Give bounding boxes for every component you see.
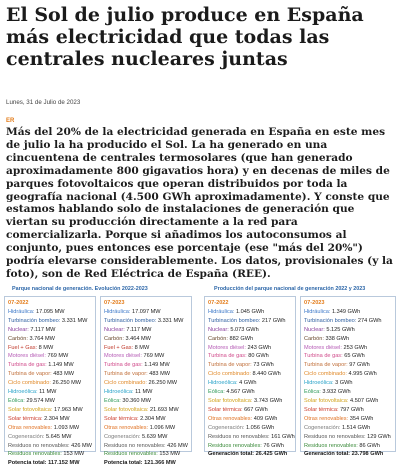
stat-label: Residuos no renovables: — [8, 442, 72, 449]
stat-value: 7.117 MW — [30, 326, 56, 333]
stat-value: 409 GWh — [253, 415, 278, 422]
stat-value: 4 GWh — [239, 380, 257, 387]
stat-label: Potencia total: — [104, 460, 145, 467]
stat-value: 1.149 MW — [48, 362, 74, 369]
stat-value: 483 MW — [53, 371, 75, 378]
stat-value: 21.693 MW — [150, 406, 179, 413]
stat-label: Motores diésel: — [304, 344, 344, 351]
stat-row — [208, 397, 292, 406]
stat-value: 8.440 GWh — [252, 371, 281, 378]
stat-row — [8, 335, 92, 344]
stat-row — [208, 379, 292, 388]
stat-value: 4.995 GWh — [348, 371, 377, 378]
stat-label: Turbinación bombeo: — [208, 317, 262, 324]
stat-label: Fuel + Gas: — [8, 344, 39, 351]
stat-label: Solar térmica: — [8, 415, 45, 422]
stat-value: 3 GWh — [335, 380, 353, 387]
stat-value: 769 MW — [47, 353, 69, 360]
stat-row — [104, 335, 188, 344]
stat-label: Solar fotovoltaica: — [304, 397, 351, 404]
stat-value: 17.097 MW — [131, 308, 161, 315]
stat-value: 5.639 MW — [141, 433, 168, 440]
stat-row — [104, 344, 188, 353]
article-date: Lunes, 31 de Julio de 2023 — [6, 99, 81, 106]
stat-value: 1.514 GWh — [341, 424, 371, 431]
stat-label: Hidráulica: — [208, 308, 236, 315]
stat-value: 338 GWh — [325, 335, 350, 342]
stat-value: 73 GWh — [253, 362, 274, 369]
period-label: 07-2023 — [104, 300, 125, 306]
period-label: 07-2023 — [304, 300, 325, 306]
stat-label: Eólica: — [8, 397, 27, 404]
stat-row — [304, 397, 392, 406]
stat-row — [304, 433, 392, 442]
stat-value: 1.349 GWh — [331, 308, 361, 315]
stat-row — [104, 424, 188, 433]
stat-label: Carbón: — [208, 335, 230, 342]
stat-row — [8, 352, 92, 361]
stat-label: Turbina de vapor: — [304, 362, 350, 369]
stat-row — [208, 335, 292, 344]
stat-row — [208, 326, 292, 335]
stat-label: Residuos renovables: — [104, 451, 160, 458]
stat-label: Ciclo combinado: — [104, 380, 149, 387]
stat-value: 161 GWh — [271, 433, 295, 440]
stat-label: Otras renovables: — [8, 424, 54, 431]
stat-row — [208, 442, 292, 451]
stat-label: Carbón: — [304, 335, 326, 342]
stat-label: Otras renovables: — [104, 424, 150, 431]
stat-value: 7.117 MW — [126, 326, 152, 333]
stat-label: Hidráulica: — [8, 308, 36, 315]
stat-label: Motores diésel: — [104, 353, 144, 360]
stat-row — [304, 450, 392, 459]
stat-row — [208, 370, 292, 379]
stat-value: 8 MW — [134, 344, 150, 351]
stat-row — [8, 308, 92, 317]
stat-value: 1.093 MW — [53, 424, 80, 431]
period-label: 07-2022 — [8, 300, 29, 306]
stat-value: 4.507 GWh — [350, 397, 379, 404]
stat-row — [208, 415, 292, 424]
stat-row — [104, 361, 188, 370]
stat-row — [8, 424, 92, 433]
capacity-2022-box — [4, 296, 96, 467]
stat-value: 129 GWh — [367, 433, 391, 440]
stat-value: 4.567 GWh — [226, 389, 255, 396]
stat-label: Turbina de vapor: — [8, 371, 54, 378]
stat-row — [8, 317, 92, 326]
stat-value: 121.366 MW — [144, 460, 176, 467]
stat-label: Solar fotovoltaica: — [8, 406, 55, 413]
stat-row — [8, 388, 92, 397]
stat-label: Potencia total: — [8, 460, 49, 467]
stat-label: Residuos renovables: — [8, 451, 64, 458]
stat-row — [8, 379, 92, 388]
stat-row — [8, 361, 92, 370]
stat-row — [104, 370, 188, 379]
stat-value: 11 MW — [39, 389, 57, 396]
stat-label: Eólica: — [104, 397, 123, 404]
stat-label: Otras renovables: — [304, 415, 350, 422]
stat-row — [208, 424, 292, 433]
stat-value: 23.798 GWh — [351, 451, 384, 458]
stat-row — [8, 433, 92, 442]
stat-label: Hidroeólica: — [304, 380, 336, 387]
stat-label: Turbina de gas: — [8, 362, 49, 369]
stat-value: 3.331 MW — [157, 317, 184, 324]
article-title: El Sol de julio produce en España más electricidad que todas las centrales nucleares juntas — [6, 4, 364, 70]
stat-row — [304, 388, 392, 397]
stat-row — [104, 459, 188, 468]
stat-row — [208, 344, 292, 353]
stat-value: 426 MW — [71, 442, 92, 449]
stat-value: 483 MW — [149, 371, 171, 378]
stat-row — [208, 388, 292, 397]
stat-label: Ciclo combinado: — [8, 380, 53, 387]
stat-value: 1.096 MW — [149, 424, 176, 431]
stat-value: 3.331 MW — [61, 317, 88, 324]
stat-label: Turbina de vapor: — [208, 362, 254, 369]
stat-value: 17.095 MW — [35, 308, 65, 315]
capacity-2023-box — [100, 296, 192, 467]
stat-row — [8, 415, 92, 424]
stat-row — [104, 397, 188, 406]
stat-row — [104, 352, 188, 361]
stat-value: 769 MW — [143, 353, 165, 360]
stat-row — [304, 406, 392, 415]
stat-label: Residuos no renovables: — [104, 442, 168, 449]
stat-value: 1.149 MW — [144, 362, 170, 369]
stat-label: Turbinación bombeo: — [8, 317, 62, 324]
stat-row — [304, 424, 392, 433]
stat-label: Fuel + Gas: — [104, 344, 135, 351]
production-2023-box — [300, 296, 396, 458]
stat-label: Residuos renovables: — [208, 442, 264, 449]
stat-row — [104, 379, 188, 388]
stat-value: 667 GWh — [244, 406, 268, 413]
stat-row — [304, 361, 392, 370]
stat-row — [8, 397, 92, 406]
stat-label: Cogeneración: — [104, 433, 142, 440]
stat-row — [8, 450, 92, 459]
stat-value: 26.250 MW — [52, 380, 82, 387]
stat-row — [104, 442, 188, 451]
stat-row — [304, 370, 392, 379]
stat-value: 243 GWh — [247, 344, 272, 351]
stat-label: Ciclo combinado: — [304, 371, 349, 378]
production-2022-box — [204, 296, 296, 458]
stat-label: Nuclear: — [304, 326, 327, 333]
stat-row — [8, 344, 92, 353]
stat-row — [208, 433, 295, 442]
stat-label: Eólica: — [304, 389, 323, 396]
stat-value: 3.764 MW — [29, 335, 55, 342]
stat-label: Solar térmica: — [104, 415, 141, 422]
stat-label: Generación total: — [304, 451, 352, 458]
stat-row — [104, 450, 188, 459]
stat-row — [208, 361, 292, 370]
stat-row — [8, 406, 92, 415]
stat-value: 1.056 GWh — [245, 424, 275, 431]
stat-row — [8, 459, 92, 468]
stat-label: Solar térmica: — [304, 406, 341, 413]
stat-value: 274 GWh — [357, 317, 382, 324]
stat-label: Residuos renovables: — [304, 442, 360, 449]
stat-value: 5.125 GWh — [326, 326, 355, 333]
stat-label: Residuos no renovables: — [304, 433, 368, 440]
stat-row — [304, 308, 392, 317]
stat-label: Solar fotovoltaica: — [208, 397, 255, 404]
stat-row — [304, 326, 392, 335]
stat-row — [208, 450, 292, 459]
stat-label: Turbinación bombeo: — [304, 317, 358, 324]
stat-label: Motores diésel: — [208, 344, 248, 351]
stat-label: Solar térmica: — [208, 406, 245, 413]
stat-value: 3.932 GWh — [322, 389, 351, 396]
stat-label: Residuos no renovables: — [208, 433, 272, 440]
stat-value: 253 GWh — [343, 344, 368, 351]
stat-row — [208, 317, 292, 326]
stat-value: 2.304 MW — [140, 415, 166, 422]
stat-label: Otras renovables: — [208, 415, 254, 422]
stat-row — [8, 326, 92, 335]
stat-label: Turbina de gas: — [104, 362, 145, 369]
stat-value: 5.073 GWh — [230, 326, 259, 333]
stat-label: Hidráulica: — [304, 308, 332, 315]
stat-label: Turbina de vapor: — [104, 371, 150, 378]
stat-label: Solar fotovoltaica: — [104, 406, 151, 413]
stat-row — [304, 352, 392, 361]
stat-row — [304, 379, 392, 388]
stat-value: 65 GWh — [344, 353, 365, 360]
stat-value: 26.250 MW — [148, 380, 178, 387]
stat-label: Nuclear: — [104, 326, 127, 333]
stat-value: 8 MW — [38, 344, 54, 351]
stat-value: 426 MW — [167, 442, 188, 449]
stat-label: Hidroeólica: — [8, 389, 40, 396]
stat-label: Turbina de gas: — [304, 353, 345, 360]
stat-value: 3.743 GWh — [254, 397, 283, 404]
stat-value: 153 MW — [159, 451, 181, 458]
stat-row — [304, 335, 392, 344]
stat-value: 26.425 GWh — [255, 451, 288, 458]
stat-label: Eólica: — [208, 389, 227, 396]
stat-row — [104, 308, 188, 317]
stat-value: 882 GWh — [229, 335, 254, 342]
stat-label: Motores diésel: — [8, 353, 48, 360]
stat-value: 354 GWh — [349, 415, 374, 422]
stat-label: Cogeneración: — [8, 433, 46, 440]
stat-value: 217 GWh — [261, 317, 286, 324]
stat-label: Cogeneración: — [208, 424, 246, 431]
figure-left-title: Parque nacional de generación. Evolución 2022-2023 — [12, 286, 148, 292]
stat-label: Turbina de gas: — [208, 353, 249, 360]
stat-row — [104, 388, 188, 397]
stat-value: 153 MW — [63, 451, 85, 458]
figure-right-title: Producción del parque nacional de generación 2022 y 2023 — [214, 286, 366, 292]
stat-row — [104, 326, 188, 335]
author-tag: ER — [6, 118, 15, 124]
stat-value: 29.574 MW — [26, 397, 55, 404]
stat-value: 86 GWh — [359, 442, 380, 449]
period-label: 07-2022 — [208, 300, 229, 306]
stat-row — [8, 442, 92, 451]
stat-row — [8, 370, 92, 379]
stat-row — [104, 317, 188, 326]
stat-value: 30.360 MW — [122, 397, 151, 404]
stat-label: Carbón: — [104, 335, 126, 342]
stat-value: 76 GWh — [263, 442, 284, 449]
stat-row — [304, 442, 392, 451]
stat-row — [104, 406, 188, 415]
stat-value: 5.645 MW — [45, 433, 72, 440]
stat-label: Ciclo combinado: — [208, 371, 253, 378]
stat-value: 3.464 MW — [125, 335, 151, 342]
stat-value: 2.304 MW — [44, 415, 70, 422]
stat-label: Turbinación bombeo: — [104, 317, 158, 324]
stat-value: 797 GWh — [340, 406, 364, 413]
stat-value: 117.152 MW — [48, 460, 80, 467]
stat-label: Hidroeólica: — [208, 380, 240, 387]
stat-label: Hidráulica: — [104, 308, 132, 315]
stat-label: Carbón: — [8, 335, 30, 342]
stat-label: Hidroeólica: — [104, 389, 136, 396]
stat-label: Nuclear: — [208, 326, 231, 333]
stat-row — [208, 406, 292, 415]
stat-row — [208, 308, 292, 317]
stat-row — [104, 415, 188, 424]
stat-label: Cogeneración: — [304, 424, 342, 431]
stat-row — [304, 317, 392, 326]
article-lead: Más del 20% de la electricidad generada en España en este mes de julio la ha producido el Sol. La ha generado en una cincuentena de centrales termosolares (que han generado aproximadamente 800 gigavatios hora) y en decenas de miles de parques fotovoltaicos que operan distribuidos por toda la geografía nacional (4.500 GWh aproximadamente). Y conste que estamos hablando solo de instalaciones de generación que viertan su producción directamente a la red para comercializarla. Porque si añadimos los autoconsumos al conjunto, pues entonces ese porcentaje (ese "más del 20%") podría elevarse considerablemente. Los datos, provisionales (y la foto), son de Red Eléctrica de España (REE). — [6, 126, 393, 280]
stat-label: Generación total: — [208, 451, 256, 458]
stat-label: Nuclear: — [8, 326, 31, 333]
stat-value: 11 MW — [135, 389, 153, 396]
stat-row — [304, 344, 392, 353]
stat-value: 17.963 MW — [54, 406, 83, 413]
stat-row — [104, 433, 188, 442]
stat-value: 80 GWh — [248, 353, 269, 360]
stat-row — [304, 415, 392, 424]
stat-value: 97 GWh — [349, 362, 370, 369]
stat-value: 1.045 GWh — [235, 308, 265, 315]
stat-row — [208, 352, 292, 361]
